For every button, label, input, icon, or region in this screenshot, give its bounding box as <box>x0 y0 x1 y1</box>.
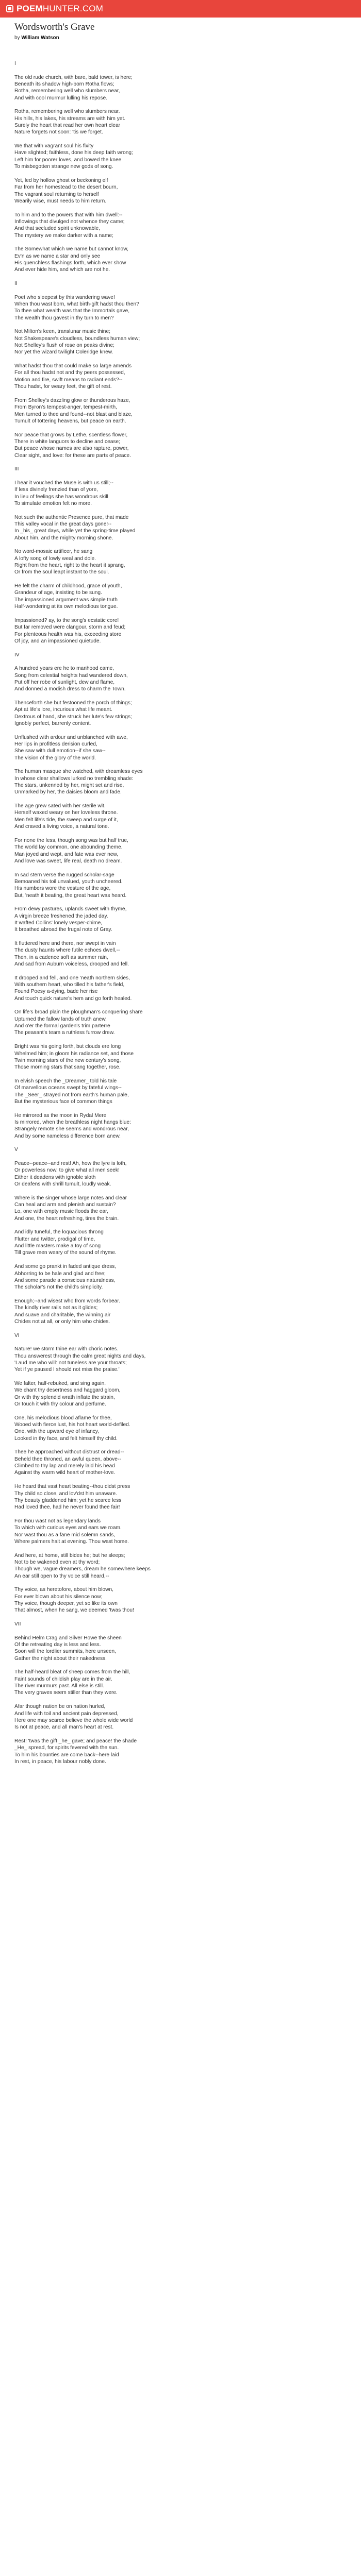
poem-line: Climbed to thy lap and merely laid his head <box>14 1463 115 1469</box>
poem-line: Not Shakespeare's cloudless, boundless human view; <box>14 335 140 342</box>
stanza <box>14 177 344 205</box>
poem-line: And with cool murmur lulling his repose. <box>14 95 108 101</box>
poem-title: Wordsworth's Grave <box>14 22 95 32</box>
poem-line: And donned a modish dress to charm the Town. <box>14 686 126 692</box>
poem-line: His numbers wore the vesture of the age, <box>14 886 111 892</box>
poem-line: He heard that vast heart beating--thou didst press <box>14 1484 130 1490</box>
stanza <box>14 480 344 507</box>
poem-line: Nature forgets not soon: 'tis we forget. <box>14 129 103 135</box>
poem-line: It fluttered here and there, nor swept in vain <box>14 941 116 946</box>
poem-line: Or with thy splendid wrath inflate the strain, <box>14 1394 115 1400</box>
stanza <box>14 700 344 727</box>
poem-line: Not Milton's keen, translunar music thine; <box>14 329 110 335</box>
poem-line: Beneath its shadow high-born Rotha flows; <box>14 81 114 88</box>
poem-line: Is not at peace, and all man's heart at rest. <box>14 1724 114 1731</box>
stanza <box>14 940 344 968</box>
poem-line: An ear still open to thy voice still heard,-- <box>14 1573 109 1579</box>
stanza <box>14 1043 344 1071</box>
stanza <box>14 294 344 321</box>
stanza <box>14 734 344 761</box>
poem-line: He mirrored as the moon in Rydal Mere <box>14 1112 107 1118</box>
poem-line: It wafted Collins' lonely vesper-chime, <box>14 920 103 926</box>
stanza <box>14 1195 344 1222</box>
poem-line: In elvish speech the _Dreamer_ told his tale <box>14 1078 117 1084</box>
poem-line: Of marvellous oceans swept by fateful wings-- <box>14 1085 122 1091</box>
poem-line: To misbegotten strange new gods of song. <box>14 164 113 170</box>
poem-line: A virgin breeze freshened the jaded day. <box>14 913 108 919</box>
stanza <box>14 143 344 170</box>
poem-line: From Shelley's dazzling glow or thunderous haze, <box>14 397 130 403</box>
stanza <box>14 1009 344 1036</box>
stanza <box>14 1380 344 1408</box>
poem-line: Here one may scarce believe the whole wide world <box>14 1717 133 1723</box>
poem-line: The vision of the glory of the world. <box>14 755 96 761</box>
poem-line: And here, at home, still bides he; but he sleeps; <box>14 1552 125 1558</box>
poem-line: The half-heard bleat of sheep comes from the hill, <box>14 1669 130 1675</box>
poem-line: The dusty haunts where futile echoes dwell,-- <box>14 947 120 954</box>
poem-line: This valley vocal in the great days gone!-- <box>14 521 111 528</box>
stanza <box>14 617 344 645</box>
poem-line: Twin morning stars of the new century's song, <box>14 1057 121 1063</box>
stanza <box>14 74 344 101</box>
poem-line: Nor peace that grows by Lethe, scentless flower, <box>14 432 128 438</box>
stanza <box>14 1415 344 1442</box>
poem-line: Thou hadst, for weary feet, the gift of rest. <box>14 384 112 390</box>
poem-line: Half-wondering at its own melodious tongue. <box>14 604 118 610</box>
poem-line: Of the retreating day is less and less. <box>14 1642 101 1648</box>
poem-line: To him and to the powers that with him dwell:-- <box>14 212 123 218</box>
stanza <box>14 803 344 830</box>
poem-content <box>14 22 344 1772</box>
stanza <box>14 1635 344 1662</box>
stanza <box>14 975 344 1002</box>
poem-line: She saw with dull emotion--if she saw-- <box>14 748 106 754</box>
poem-line: Thy voice, though deeper, yet so like its own <box>14 1601 118 1606</box>
section-numeral: I <box>14 61 16 66</box>
poem-line: Gather the night about their nakedness. <box>14 1655 107 1662</box>
poem-line: In whose clear shallows lurked no trembling shade: <box>14 775 134 782</box>
stanza <box>14 1518 344 1545</box>
stanza <box>14 108 344 135</box>
stanza <box>14 837 344 865</box>
stanza <box>14 768 344 795</box>
poem-line: And some go prankt in faded antique dress, <box>14 1264 117 1270</box>
stanza <box>14 328 344 355</box>
poem-line: About him, and the mighty morning shone. <box>14 535 113 541</box>
poem-line: Where is the singer whose large notes and clear <box>14 1195 127 1201</box>
poem-line: In rest, in peace, his labour nobly done. <box>14 1758 106 1765</box>
poem-line: But far removed were clangour, storm and feud; <box>14 624 126 631</box>
poem-line: And life with toil and ancient pain depressed, <box>14 1710 119 1717</box>
poem-line: Right from the heart, right to the heart it sprang, <box>14 563 125 569</box>
poem-line: For thou wast not as legendary lands <box>14 1518 101 1524</box>
poem-line: Faint sounds of childish play are in the air. <box>14 1676 112 1682</box>
poem-line: Left him for poorer loves, and bowed the knee <box>14 157 122 163</box>
poem-line: Unflushed with ardour and unblanched with awe, <box>14 734 128 740</box>
section-numeral: IV <box>14 652 20 658</box>
stanza <box>14 363 344 390</box>
poem-line: Or deafens with shrill tumult, loudly weak. <box>14 1181 111 1188</box>
poem-line: Of joy, and an impassioned quietude. <box>14 638 101 644</box>
poem-line: Bemoaned his toil unvalued, youth uncheered. <box>14 878 123 885</box>
poem-line: Nature! we storm thine ear with choric notes. <box>14 1346 119 1352</box>
poem-line: Men turned to thee and found--not blast and blaze, <box>14 411 133 417</box>
poem-line: Grandeur of age, insisting to be sung. <box>14 590 102 596</box>
poem-line: Thenceforth she but festooned the porch of things; <box>14 700 132 706</box>
poem-line: And that secluded spirit unknowable, <box>14 226 100 232</box>
stanza <box>14 1298 344 1325</box>
poem-line: Wooed with fierce lust, his hot heart world-defiled. <box>14 1422 130 1428</box>
poem-line: Strangely remote she seems and wondrous near, <box>14 1126 129 1132</box>
poem-line: The impassioned argument was simple truth <box>14 597 118 603</box>
poem-line: Those morning stars that sang together, rose. <box>14 1064 121 1071</box>
poem-line: But, 'neath it beating, the great heart was heard. <box>14 892 127 899</box>
stanza <box>14 1346 344 1373</box>
poem-line: Chides not at all, or only him who chides. <box>14 1318 110 1325</box>
poem-line: And little masters make a toy of song <box>14 1243 101 1249</box>
poem-line: Though we, vague dreamers, dream he somewhere keeps <box>14 1566 151 1572</box>
poem-line: The kindly river rails not as it glides; <box>14 1305 98 1311</box>
poem-line: A lofty song of lowly weal and dole. <box>14 555 96 562</box>
poem-line: Men felt life's tide, the sweep and surge of it, <box>14 817 118 823</box>
poem-line: Ev'n as we name a star and only see <box>14 253 101 259</box>
section-numeral: II <box>14 281 18 286</box>
poem-line: The stars, unkenned by her, might set and rise, <box>14 783 124 789</box>
poem-line: Apt at life's lore, incurious what life meant. <box>14 707 112 713</box>
poem-line: Rotha, remembering well who slumbers near, <box>14 88 120 94</box>
author-link[interactable]: William Watson <box>21 35 59 41</box>
poem-line: The mystery we make darker with a name; <box>14 232 113 239</box>
poem-line: That almost, when he sang, we deemed 'twas thou! <box>14 1607 134 1614</box>
poem-line: Beheld thee throned, an awful queen, above-- <box>14 1456 121 1462</box>
poem-line: We that with vagrant soul his fixity <box>14 143 94 149</box>
stanza <box>14 1112 344 1140</box>
poem-line: Song from celestial heights had wandered down, <box>14 672 128 679</box>
poem-line: Soon will the lordlier summits, here unseen, <box>14 1649 117 1655</box>
poem-line: To simulate emotion felt no more. <box>14 501 92 506</box>
stanza <box>14 583 344 610</box>
poem-line: The river murmurs past. All else is still. <box>14 1683 104 1689</box>
poem-line: Dextrous of hand, she struck her lute's few strings; <box>14 714 132 720</box>
poem-line: But peace whose names are also rapture, power, <box>14 446 129 452</box>
poem-line: Then, in a cadence soft as summer rain, <box>14 954 108 960</box>
poem-line: And idly tuneful, the loquacious throng <box>14 1229 104 1235</box>
poem-line: Unmarked by her, the daisies bloom and fade. <box>14 789 122 795</box>
poem-line: One, with the upward eye of infancy, <box>14 1429 100 1435</box>
poem-line: Inflowings that divulged not whence they came; <box>14 218 125 225</box>
poem-line: If less divinely frenzied than of yore, <box>14 487 98 493</box>
poem-line: And by some nameless difference born anew. <box>14 1133 121 1139</box>
stanza <box>14 548 344 575</box>
poem-line: Not to be wakened even at thy word; <box>14 1559 100 1565</box>
poem-line: Rotha, remembering well who slumbers near. <box>14 109 120 115</box>
stanza <box>14 1738 344 1765</box>
poem-line: The human masque she watched, with dreamless eyes <box>14 769 143 775</box>
poem-line: _He_ spread, for spirits fevered with the sun. <box>14 1745 119 1751</box>
poem-line: And love was sweet, life real, death no dream. <box>14 858 122 864</box>
poem-line: The world lay common, one abounding theme. <box>14 844 123 851</box>
logo-icon <box>6 5 13 12</box>
poem-line: To thee what wealth was that the Immortals gave, <box>14 308 130 314</box>
poem-line: Where palmers halt at evening. Thou wast home. <box>14 1538 129 1545</box>
poem-line: Either it deadens with ignoble sloth <box>14 1174 96 1180</box>
poem-line: Or from the soul leapt instant to the soul. <box>14 569 109 575</box>
poem-line: We chant thy desertness and haggard gloom, <box>14 1387 121 1394</box>
poem-line: It breathed abroad the frugal note of Gray. <box>14 927 112 933</box>
poem-line: And some parade a conscious naturalness, <box>14 1277 116 1283</box>
poem-line: The very graves seem stiller than they were. <box>14 1690 118 1696</box>
poem-line: I hear it vouched the Muse is with us still;-- <box>14 480 113 486</box>
poem-line: No word-mosaic artificer, he sang <box>14 549 93 555</box>
poem-line: One, his melodious blood aflame for thee, <box>14 1415 112 1421</box>
poem-line: Put off her robe of sunlight, dew and flame, <box>14 679 115 685</box>
poem-line: Abhorring to be hale and glad and free; <box>14 1270 106 1277</box>
stanza <box>14 1449 344 1476</box>
poem-line: Looked in thy face, and felt himself thy child. <box>14 1435 118 1442</box>
logo-suffix: HUNTER.COM <box>42 4 104 13</box>
poem-line: The vagrant soul returning to herself <box>14 191 99 197</box>
poem-body <box>14 60 344 1765</box>
poem-line: Or touch it with thy colour and perfume. <box>14 1401 106 1408</box>
poem-line: Clear sight, and love: for these are parts of peace. <box>14 452 131 459</box>
stanza <box>14 1160 344 1188</box>
poem-line: To him his bounties are come back--here laid <box>14 1752 119 1758</box>
stanza <box>14 1586 344 1614</box>
poem-line: With southern heart, who tilled his father's field, <box>14 982 125 988</box>
poem-line: To which with curious eyes and ears we roam. <box>14 1525 122 1531</box>
section-numeral: III <box>14 466 19 472</box>
poem-line: Thou answerest through the calm great nights and days, <box>14 1353 146 1359</box>
poem-line: Found Poesy a-dying, bade her rise <box>14 989 98 995</box>
poem-line: The Somewhat which we name but cannot know, <box>14 246 128 252</box>
poem-line: Peace--peace--and rest! Ah, how the lyre is loth, <box>14 1161 127 1166</box>
stanza <box>14 1703 344 1731</box>
poem-line: The wealth thou gavest in thy turn to men? <box>14 315 114 321</box>
poem-line: And craved a living voice, a natural tone. <box>14 824 109 830</box>
stanza <box>14 1263 344 1291</box>
poem-line: Motion and fire, swift means to radiant ends?-- <box>14 377 123 383</box>
poem-line: Can heal and arm and plenish and sustain? <box>14 1202 116 1208</box>
poem-line: His hills, his lakes, his streams are with him yet. <box>14 115 126 122</box>
poem-line: Lo, one with empty music floods the ear, <box>14 1209 108 1215</box>
stanza <box>14 906 344 933</box>
poem-line: But the mysterious face of common things <box>14 1098 112 1105</box>
poem-line: The old rude church, with bare, bald tower, is here; <box>14 74 133 80</box>
section-numeral: VII <box>14 1621 21 1628</box>
poem-line: Had loved thee, had he never found thee fair! <box>14 1504 120 1511</box>
poem-line: Thee he approached without distrust or dread-- <box>14 1449 124 1455</box>
poem-line: Flutter and twitter, prodigal of time, <box>14 1236 95 1242</box>
logo-main: POEM <box>17 4 43 13</box>
poem-line: Not Shelley's flush of rose on peaks divine; <box>14 343 114 349</box>
poem-line: Yet if ye paused I should not miss the praise.' <box>14 1367 120 1373</box>
poem-line: Nor yet the wizard twilight Coleridge knew. <box>14 349 113 355</box>
stanza <box>14 1229 344 1256</box>
poem-line: Till grave men weary of the sound of rhyme. <box>14 1250 117 1256</box>
poem-line: Nor wast thou as a fane mid solemn sands, <box>14 1532 116 1538</box>
poem-line: Tumult of tottering heavens, but peace on earth. <box>14 418 126 424</box>
poem-line: In lieu of feelings she has wondrous skill <box>14 494 108 500</box>
poem-line: For plenteous health was his, exceeding store <box>14 631 122 637</box>
poem-line: For none the less, though song was but half true, <box>14 837 128 843</box>
stanza <box>14 432 344 459</box>
poem-line: In sad stern verse the rugged scholar-sage <box>14 872 114 878</box>
poem-line: Behind Helm Crag and Silver Howe the sheen <box>14 1635 122 1641</box>
poem-line: In _his_ great days, while yet the spring-time played <box>14 528 136 534</box>
site-header <box>0 0 361 18</box>
poem-line: The _Seer_ strayed not from earth's human pale, <box>14 1092 129 1098</box>
poem-line: Upturned the fallow lands of truth anew, <box>14 1016 107 1022</box>
stanza <box>14 246 344 273</box>
poem-line: The age grew sated with her sterile wit. <box>14 803 106 809</box>
poem-line: Is mirrored, when the breathless night hangs blue: <box>14 1119 131 1125</box>
byline <box>14 35 344 41</box>
stanza <box>14 1669 344 1696</box>
poem-line: Thy child so close, and lov'dst him unaware. <box>14 1490 117 1497</box>
poem-line: It drooped and fell, and one 'neath northern skies, <box>14 975 130 981</box>
poem-line: Poet who sleepest by this wandering wave! <box>14 294 115 300</box>
stanza <box>14 212 344 239</box>
poem-line: And ever hide him, and which are not he. <box>14 267 110 273</box>
poem-line: 'Laud me who will: not tuneless are your throats; <box>14 1360 127 1366</box>
poem-line: And one, the heart refreshing, tires the brain. <box>14 1215 119 1222</box>
poem-line: Herself waxed weary on her loveless throne. <box>14 810 118 816</box>
poem-line: And sad from Auburn voiceless, drooped and fell. <box>14 961 129 968</box>
poem-line: Impassioned? ay, to the song's ecstatic core! <box>14 617 119 623</box>
poem-line: Have slighted; faithless, done his deep faith wrong; <box>14 150 133 156</box>
stanza <box>14 1078 344 1105</box>
poem-line: He felt the charm of childhood, grace of youth, <box>14 583 122 589</box>
stanza <box>14 397 344 425</box>
poem-line: Rest! 'twas the gift _he_ gave; and peace! the shade <box>14 1738 137 1744</box>
section-numeral: V <box>14 1147 18 1153</box>
stanza <box>14 1483 344 1511</box>
poem-line: For ever blown about his silence now; <box>14 1594 103 1600</box>
poem-line: And touch quick nature's hem and go forth healed. <box>14 995 132 1002</box>
poem-line: We falter, half-rebuked, and sing again. <box>14 1381 106 1386</box>
poem-line: Surely the heart that read her own heart clear <box>14 123 120 129</box>
poem-line: Thy voice, as heretofore, about him blown, <box>14 1587 113 1593</box>
poem-line: From Byron's tempest-anger, tempest-mirth, <box>14 404 117 411</box>
poem-line: Far from her homestead to the desert bourn, <box>14 184 118 191</box>
stanza <box>14 514 344 541</box>
poem-line: A hundred years ere he to manhood came, <box>14 666 114 672</box>
stanza <box>14 1552 344 1580</box>
poem-line: Bright was his going forth, but clouds ere long <box>14 1044 121 1050</box>
poem-line: Whelmed him; in gloom his radiance set, and those <box>14 1050 134 1057</box>
poem-line: Ignobly perfect, barrenly content. <box>14 721 91 726</box>
poem-line: Her lips in profitless derision curled, <box>14 741 97 748</box>
stanza <box>14 665 344 692</box>
poem-line: Or powerless now, to give what all men seek! <box>14 1167 120 1174</box>
poem-line: The scholar's not the child's simplicity. <box>14 1284 103 1291</box>
poem-line: His quenchless flashings forth, which ever show <box>14 260 126 266</box>
poem-line: Afar though nation be on nation hurled, <box>14 1704 106 1710</box>
poem-line: Not such the authentic Presence pure, that made <box>14 514 129 520</box>
poem-line: On life's broad plain the ploughman's conquering share <box>14 1009 143 1015</box>
poem-line: Wearily wise, must needs to him return. <box>14 198 107 204</box>
poem-line: For all thou hadst not and thy peers possessed, <box>14 370 125 376</box>
poem-line: From dewy pastures, uplands sweet with thyme, <box>14 906 127 912</box>
poem-line: The peasant's team a ruthless furrow drew. <box>14 1030 115 1036</box>
poem-line: Against thy warm wild heart of mother-love. <box>14 1470 116 1476</box>
poem-line: What hadst thou that could make so large amends <box>14 363 132 369</box>
poem-line: Yet, led by hollow ghost or beckoning elf <box>14 177 108 183</box>
stanza <box>14 872 344 899</box>
poem-line: And o'er the formal garden's trim parterre <box>14 1023 110 1029</box>
site-logo[interactable] <box>6 4 103 14</box>
poem-line: Man joyed and wept, and fate was ever new, <box>14 851 119 857</box>
poem-line: And suave and charitable, the winning air <box>14 1312 111 1318</box>
poem-line: Enough;--and wisest who from words forbear. <box>14 1298 120 1304</box>
poem-line: Thy beauty gladdened him; yet he scarce less <box>14 1497 122 1503</box>
section-numeral: VI <box>14 1332 20 1338</box>
poem-line: When thou wast born, what birth-gift hadst thou then? <box>14 301 139 308</box>
poem-line: There in white languors to decline and cease; <box>14 438 121 445</box>
byline-prefix: by <box>14 35 22 41</box>
